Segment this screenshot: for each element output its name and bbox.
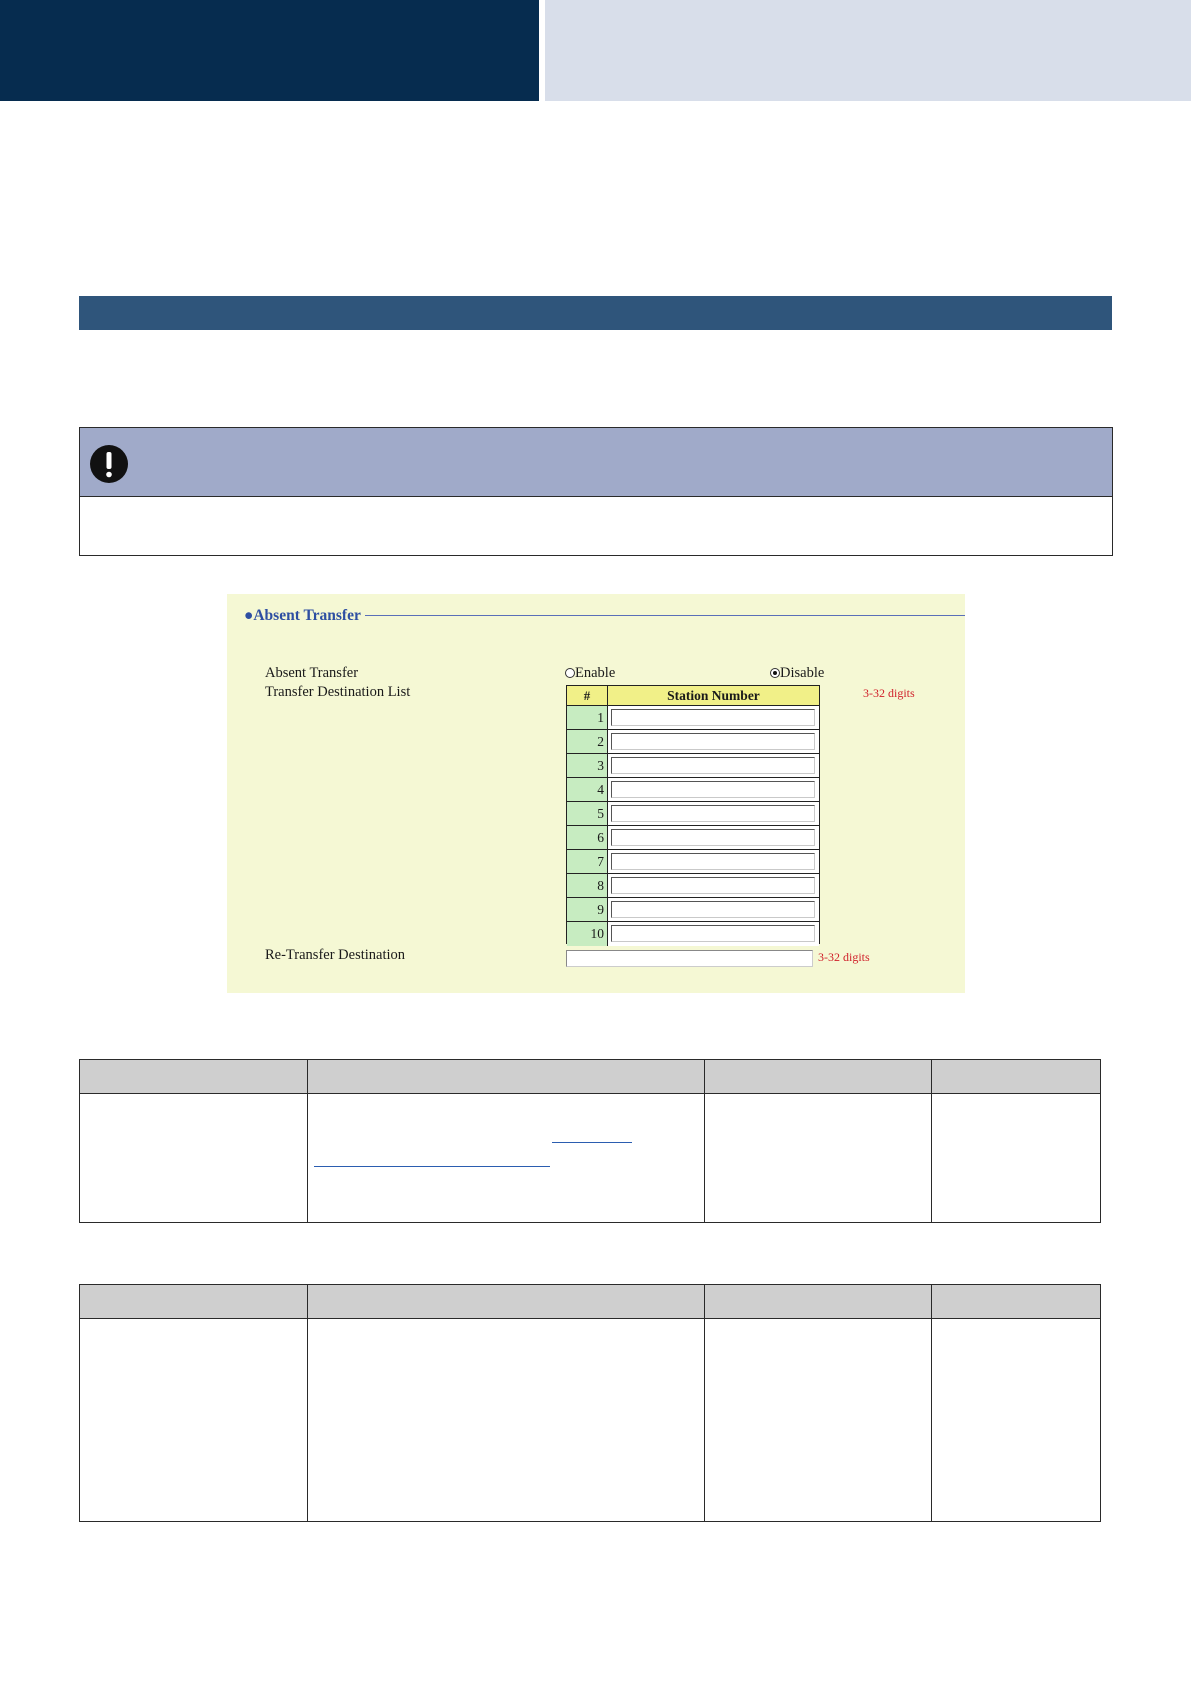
enable-label: Enable — [575, 665, 616, 681]
station-number-cell — [608, 898, 819, 922]
station-number-input[interactable] — [611, 733, 815, 750]
reference-link-underline[interactable] — [314, 1166, 550, 1167]
station-number-input[interactable] — [611, 853, 815, 870]
header-band-dark — [0, 0, 539, 101]
station-number-cell — [608, 826, 819, 850]
notice-header — [80, 428, 1112, 497]
panel-title: ●Absent Transfer — [244, 607, 361, 624]
column-divider — [931, 1285, 932, 1521]
row-number: 4 — [567, 778, 608, 802]
row-number: 2 — [567, 730, 608, 754]
row-number: 10 — [567, 922, 608, 946]
table-header-station-number: Station Number — [608, 686, 819, 706]
settings-table-2 — [79, 1284, 1101, 1522]
enable-radio-option[interactable] — [565, 665, 615, 682]
station-number-input[interactable] — [611, 709, 815, 726]
retransfer-digits-hint: 3-32 digits — [818, 950, 870, 964]
retransfer-destination-input[interactable] — [566, 950, 813, 967]
disable-radio-option[interactable] — [770, 665, 824, 682]
disable-radio[interactable] — [770, 668, 780, 678]
station-number-input[interactable] — [611, 877, 815, 894]
disable-label: Disable — [780, 665, 825, 681]
station-number-cell — [608, 706, 819, 730]
settings-table-1-header — [80, 1060, 1100, 1094]
station-number-input[interactable] — [611, 781, 815, 798]
row-number: 8 — [567, 874, 608, 898]
settings-table-1 — [79, 1059, 1101, 1223]
header-band-light — [545, 0, 1191, 101]
column-divider — [704, 1285, 705, 1521]
station-number-cell — [608, 874, 819, 898]
station-number-cell — [608, 730, 819, 754]
station-number-input[interactable] — [611, 757, 815, 774]
station-number-cell — [608, 802, 819, 826]
station-number-input[interactable] — [611, 925, 815, 942]
row-number: 1 — [567, 706, 608, 730]
station-number-input[interactable] — [611, 901, 815, 918]
absent-transfer-label: Absent Transfer — [265, 665, 359, 681]
panel-title-rule — [365, 615, 965, 616]
settings-table-2-header — [80, 1285, 1100, 1319]
column-divider — [307, 1285, 308, 1521]
section-title-bar — [79, 296, 1112, 330]
table-header-number: # — [567, 686, 608, 706]
station-number-cell — [608, 778, 819, 802]
retransfer-destination-label: Re-Transfer Destination — [265, 947, 406, 963]
station-number-input[interactable] — [611, 805, 815, 822]
row-number: 7 — [567, 850, 608, 874]
row-number: 5 — [567, 802, 608, 826]
enable-radio[interactable] — [565, 668, 575, 678]
important-notice-box — [79, 427, 1113, 556]
station-number-cell — [608, 922, 819, 946]
transfer-destination-list-label: Transfer Destination List — [265, 684, 411, 700]
row-number: 3 — [567, 754, 608, 778]
station-digits-hint: 3-32 digits — [863, 686, 915, 700]
station-number-cell — [608, 850, 819, 874]
exclamation-circle-icon — [90, 445, 128, 483]
station-number-cell — [608, 754, 819, 778]
column-divider — [931, 1060, 932, 1222]
absent-transfer-panel — [227, 594, 965, 993]
transfer-destination-table — [566, 685, 820, 944]
column-divider — [704, 1060, 705, 1222]
row-number: 6 — [567, 826, 608, 850]
row-number: 9 — [567, 898, 608, 922]
column-divider — [307, 1060, 308, 1222]
station-number-input[interactable] — [611, 829, 815, 846]
reference-link-underline[interactable] — [552, 1142, 632, 1143]
